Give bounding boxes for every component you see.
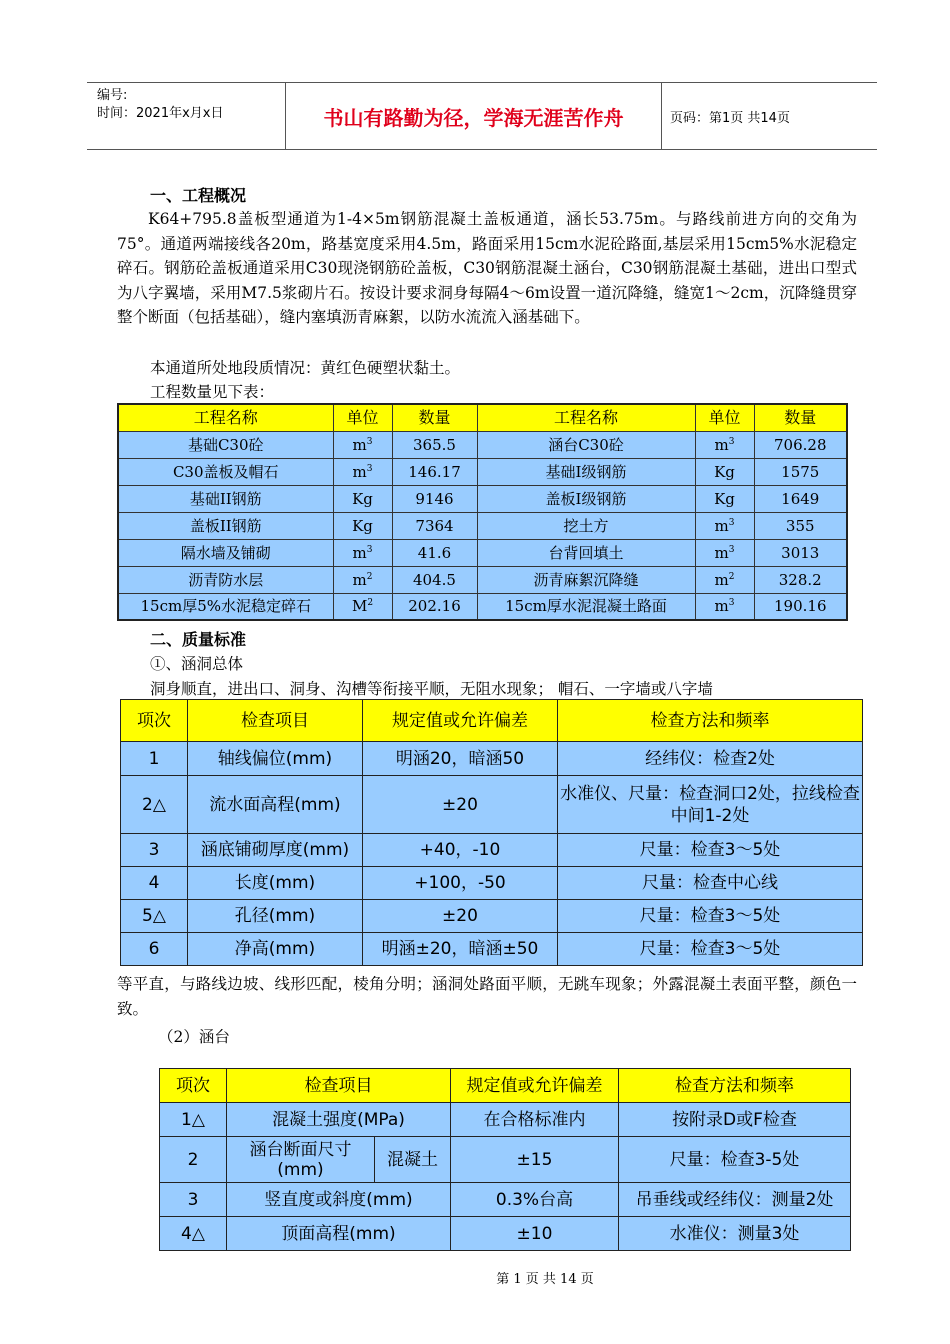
- table-row: [118, 593, 847, 620]
- method-cell: 尺量：检查3～5处: [558, 933, 863, 966]
- table-row: [121, 933, 863, 966]
- method-cell: 吊垂线或经纬仪：测量2处: [619, 1183, 851, 1217]
- quantity-cell: 202.16: [392, 593, 477, 620]
- method-cell: 尺量：检查3～5处: [558, 900, 863, 933]
- table-row: [160, 1217, 851, 1251]
- subsection-abutment: （2）涵台: [158, 1028, 230, 1046]
- abutment-table: [159, 1068, 851, 1251]
- quantity-cell: 365.5: [392, 431, 477, 458]
- item-name-cell: 沥青麻絮沉降缝: [477, 566, 695, 593]
- table-row: [118, 539, 847, 566]
- tolerance-cell: 在合格标准内: [451, 1103, 619, 1137]
- unit-cell: $m^3$: [333, 458, 392, 485]
- quantity-cell: 7364: [392, 512, 477, 539]
- table-row: [121, 900, 863, 933]
- unit-cell: $m^3$: [695, 512, 754, 539]
- quantity-cell: 355: [754, 512, 847, 539]
- column-header: 检查项目: [188, 700, 363, 742]
- check-item-cell: 流水面高程(mm): [188, 776, 363, 834]
- index-cell: 3: [121, 834, 188, 867]
- method-cell: 尺量：检查3～5处: [558, 834, 863, 867]
- culvert-overall-table: [120, 699, 863, 966]
- unit-exponent: 3: [728, 598, 735, 609]
- item-name-cell: C30盖板及帽石: [118, 458, 333, 485]
- unit-exponent: 3: [728, 517, 735, 528]
- column-header: 单位: [333, 404, 392, 431]
- quantity-cell: 41.6: [392, 539, 477, 566]
- tolerance-cell: +40，-10: [363, 834, 558, 867]
- unit-cell: $m^3$: [333, 539, 392, 566]
- unit-cell: $m^3$: [695, 593, 754, 620]
- item-name-cell: 15cm厚水泥混凝土路面: [477, 593, 695, 620]
- column-header: 数量: [754, 404, 847, 431]
- tolerance-cell: +100，-50: [363, 867, 558, 900]
- check-item-cell: 顶面高程(mm): [227, 1217, 451, 1251]
- index-cell: 2: [160, 1137, 227, 1183]
- unit-cell: $m^3$: [333, 431, 392, 458]
- table-row: [121, 742, 863, 776]
- item-name-cell: 涵台C30砼: [477, 431, 695, 458]
- column-header: 规定值或允许偏差: [451, 1069, 619, 1103]
- tolerance-cell: ±15: [451, 1137, 619, 1183]
- item-name-cell: 盖板I级钢筋: [477, 485, 695, 512]
- section-heading-quality: 二、质量标准: [150, 630, 247, 649]
- header-motto: 书山有路勤为径，学海无涯苦作舟: [285, 83, 662, 149]
- tolerance-cell: ±20: [363, 900, 558, 933]
- table-row: [118, 512, 847, 539]
- column-header: 检查方法和频率: [558, 700, 863, 742]
- column-header: 项次: [160, 1069, 227, 1103]
- item-name-cell: 挖土方: [477, 512, 695, 539]
- column-header: 检查项目: [227, 1069, 451, 1103]
- unit-exponent: 3: [728, 544, 735, 555]
- table-row: [160, 1103, 851, 1137]
- tolerance-cell: ±10: [451, 1217, 619, 1251]
- item-name-cell: 隔水墙及铺砌: [118, 539, 333, 566]
- quantity-cell: 190.16: [754, 593, 847, 620]
- unit-cell: Kg: [333, 485, 392, 512]
- check-subitem-cell: 混凝土: [375, 1137, 451, 1183]
- subsection-culvert-overall: ①、涵洞总体: [150, 655, 244, 673]
- unit-exponent: 2: [728, 571, 735, 582]
- quantity-cell: 3013: [754, 539, 847, 566]
- tolerance-cell: 明涵20，暗涵50: [363, 742, 558, 776]
- index-cell: 6: [121, 933, 188, 966]
- header-page-info: 页码：第1页 共14页: [670, 110, 790, 126]
- tolerance-cell: ±20: [363, 776, 558, 834]
- unit-cell: $m^3$: [695, 431, 754, 458]
- unit-cell: $m^2$: [695, 566, 754, 593]
- culvert-overall-text-continued: 等平直，与路线边坡、线形匹配，棱角分明；涵洞处路面平顺，无跳车现象；外露混凝土表面平整，颜色一致。: [117, 975, 857, 1018]
- culvert-overall-text: 洞身顺直，进出口、洞身、沟槽等衔接平顺，无阻水现象； 帽石、一字墙或八字墙: [150, 680, 713, 698]
- unit-cell: Kg: [333, 512, 392, 539]
- quantity-cell: 706.28: [754, 431, 847, 458]
- check-item-cell: 净高(mm): [188, 933, 363, 966]
- table-row: [118, 458, 847, 485]
- page-footer: 第 1 页 共 14 页: [496, 1272, 594, 1287]
- table-header-row: [160, 1069, 851, 1103]
- check-item-cell: 竖直度或斜度(mm): [227, 1183, 451, 1217]
- unit-cell: $m^3$: [695, 539, 754, 566]
- index-cell: 1△: [160, 1103, 227, 1137]
- column-header: 工程名称: [118, 404, 333, 431]
- table-row: [160, 1137, 851, 1183]
- unit-cell: $m^2$: [333, 566, 392, 593]
- index-cell: 3: [160, 1183, 227, 1217]
- geology-text: 本通道所处地段质情况：黄红色硬塑状黏土。: [150, 359, 461, 377]
- unit-cell: Kg: [695, 458, 754, 485]
- quantity-cell: 1649: [754, 485, 847, 512]
- table-row: [118, 485, 847, 512]
- index-cell: 1: [121, 742, 188, 776]
- column-header: 工程名称: [477, 404, 695, 431]
- check-item-cell: 混凝土强度(MPa): [227, 1103, 451, 1137]
- method-cell: 水准仪：测量3处: [619, 1217, 851, 1251]
- check-item-cell: 涵台断面尺寸(mm): [227, 1137, 375, 1183]
- quantity-cell: 404.5: [392, 566, 477, 593]
- method-cell: 尺量：检查3-5处: [619, 1137, 851, 1183]
- check-item-cell: 轴线偏位(mm): [188, 742, 363, 776]
- table-header-row: [121, 700, 863, 742]
- method-cell: 经纬仪：检查2处: [558, 742, 863, 776]
- unit-exponent: 3: [366, 436, 373, 447]
- quantity-cell: 1575: [754, 458, 847, 485]
- quantity-table: [117, 403, 848, 621]
- unit-cell: Kg: [695, 485, 754, 512]
- method-cell: 按附录D或F检查: [619, 1103, 851, 1137]
- check-item-cell: 涵底铺砌厚度(mm): [188, 834, 363, 867]
- tolerance-cell: 0.3%台高: [451, 1183, 619, 1217]
- unit-exponent: 3: [366, 544, 373, 555]
- column-header: 项次: [121, 700, 188, 742]
- index-cell: 5△: [121, 900, 188, 933]
- item-name-cell: 盖板II钢筋: [118, 512, 333, 539]
- doc-time-label: 时间：2021年x月x日: [97, 106, 224, 121]
- index-cell: 2△: [121, 776, 188, 834]
- method-cell: 尺量：检查中心线: [558, 867, 863, 900]
- check-item-cell: 孔径(mm): [188, 900, 363, 933]
- tolerance-cell: 明涵±20，暗涵±50: [363, 933, 558, 966]
- page-header: [87, 82, 877, 150]
- unit-exponent: 2: [367, 598, 374, 609]
- table-row: [118, 431, 847, 458]
- item-name-cell: 沥青防水层: [118, 566, 333, 593]
- table-row: [121, 867, 863, 900]
- quantity-cell: 9146: [392, 485, 477, 512]
- column-header: 数量: [392, 404, 477, 431]
- unit-cell: $M^2$: [333, 593, 392, 620]
- table-row: [160, 1183, 851, 1217]
- unit-exponent: 3: [728, 436, 735, 447]
- table-header-row: [118, 404, 847, 431]
- check-item-cell: 长度(mm): [188, 867, 363, 900]
- index-cell: 4△: [160, 1217, 227, 1251]
- doc-number-label: 编号:: [97, 88, 128, 103]
- column-header: 检查方法和频率: [619, 1069, 851, 1103]
- qty-intro-text: 工程数量见下表：: [150, 383, 275, 401]
- item-name-cell: 基础I级钢筋: [477, 458, 695, 485]
- item-name-cell: 基础C30砼: [118, 431, 333, 458]
- index-cell: 4: [121, 867, 188, 900]
- unit-exponent: 3: [366, 463, 373, 474]
- item-name-cell: 台背回填土: [477, 539, 695, 566]
- column-header: 规定值或允许偏差: [363, 700, 558, 742]
- section-heading-overview: 一、工程概况: [150, 186, 247, 205]
- unit-exponent: 2: [366, 571, 373, 582]
- overview-paragraph: K64+795.8盖板型通道为1-4×5m钢筋混凝土盖板通道，涵长53.75m。与路线前进方向的交角为75°。通道两端接线各20m，路基宽度采用4.5m，路面采用15cm水泥砼路面,基层采用15cm5%水泥稳定碎石。钢筋砼盖板通道采用C30现浇钢筋砼盖板，C30钢筋混凝土涵台，C30钢筋混凝土基础，进出口型式为八字翼墙，采用M7.5浆砌片石。按设计要求洞身每隔4～6m设置一道沉降缝，缝宽1～2cm，沉降缝贯穿整个断面（包括基础），缝内塞填沥青麻絮，以防水流流入涵基础下。: [117, 210, 857, 326]
- item-name-cell: 基础II钢筋: [118, 485, 333, 512]
- quantity-cell: 146.17: [392, 458, 477, 485]
- header-left: [97, 87, 223, 123]
- table-row: [121, 834, 863, 867]
- method-cell: 水准仪、尺量：检查洞口2处，拉线检查中间1-2处: [558, 776, 863, 834]
- item-name-cell: 15cm厚5%水泥稳定碎石: [118, 593, 333, 620]
- quantity-cell: 328.2: [754, 566, 847, 593]
- table-row: [118, 566, 847, 593]
- column-header: 单位: [695, 404, 754, 431]
- table-row: [121, 776, 863, 834]
